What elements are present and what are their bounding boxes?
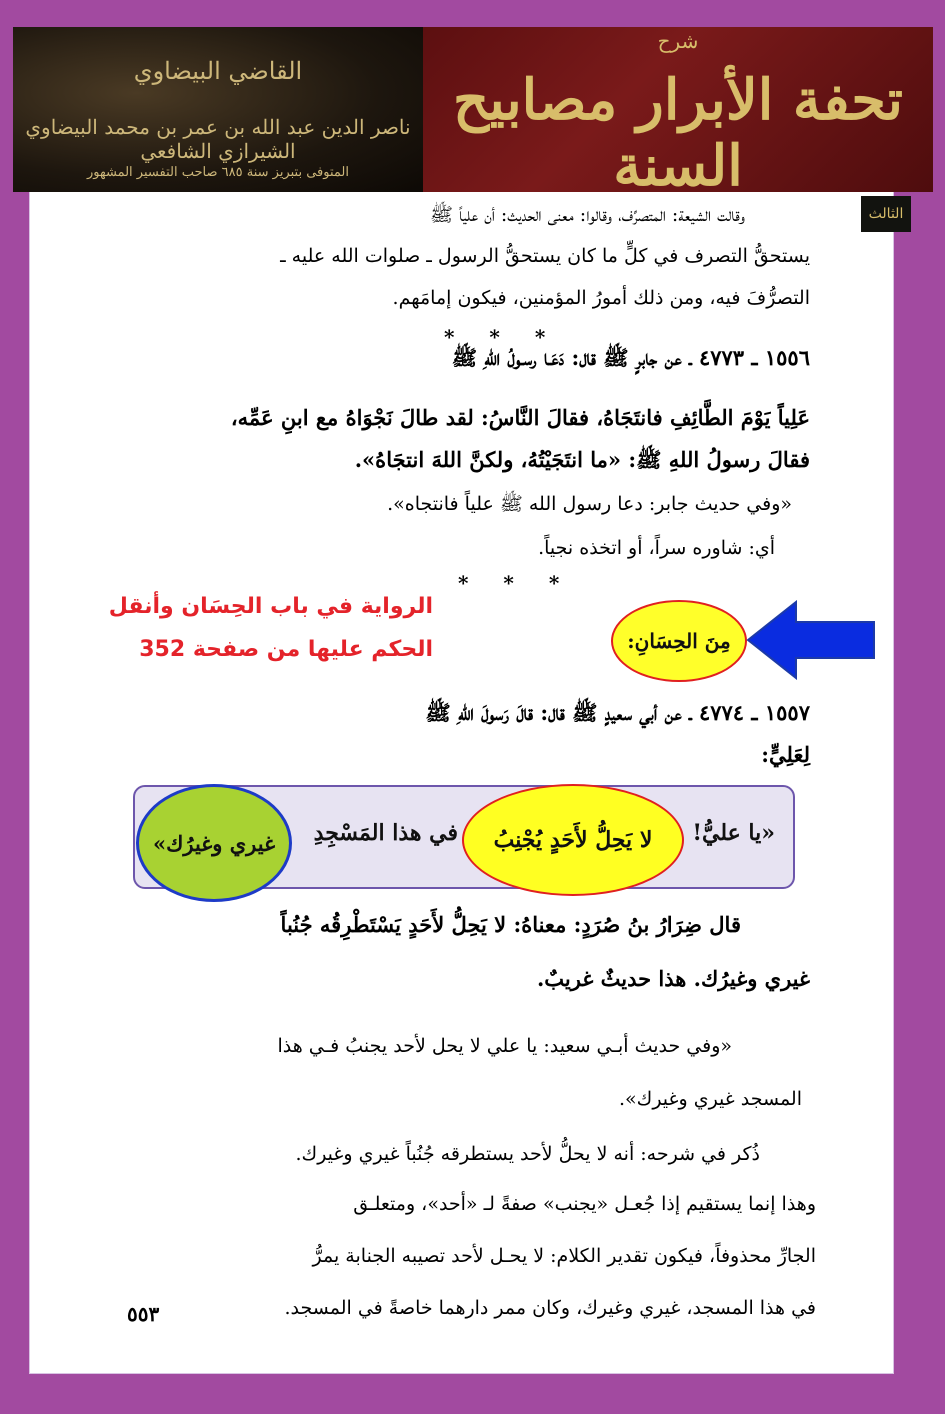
annotation-note: الرواية في باب الحِسَان وأنقل — [108, 594, 433, 619]
hadith-quote-start: «يا عليُّ! — [692, 820, 775, 846]
text-line: يستحقُّ التصرف في كلٍّ ما كان يستحقُّ الرسول ـ صلوات الله عليه ـ — [280, 245, 810, 267]
section-separator: * * * — [458, 571, 574, 595]
left-arrow-icon — [746, 600, 876, 680]
commentary-line: ذُكر في شرحه: أنه لا يحلُّ لأحد يستطرقه جُنُباً غيري وغيرك. — [295, 1143, 760, 1165]
hadith-text-line: عَلِياً يَوْمَ الطَّائِفِ فانتَجَاهُ، فقالَ النَّاسُ: لقد طالَ نَجْوَاهُ مع ابنِ عَمِّه، — [230, 405, 810, 430]
highlight-green-phrase: غيري وغيرُك» — [136, 784, 292, 902]
banner-book-title: تحفة الأبرار مصابيح السنة — [453, 67, 903, 199]
hadith-heading: ١٥٥٧ ـ ٤٧٧٤ ـ عن أبي سعيدٍ ﷺ قال: قالَ رَسولَ اللهِ ﷺ — [425, 700, 810, 725]
text-line: التصرُّفَ فيه، ومن ذلك أمورُ المؤمنين، فيكون إمامَهم. — [392, 287, 810, 309]
hadith-text-line: لِعَلِيٍّ: — [761, 742, 810, 767]
page-number: ٥٥٣ — [127, 1302, 160, 1326]
volume-badge: الثالث — [861, 196, 911, 232]
hadith-heading: ١٥٥٦ ـ ٤٧٧٣ ـ عن جابرٍ ﷺ قال: دَعَـا رسـولُ اللهِ ﷺ — [451, 345, 810, 370]
banner-author-title: القاضي البيضاوي — [133, 57, 303, 85]
commentary-line: الجارِّ محذوفاً، فيكون تقدير الكلام: لا يحـل لأحد تصيبه الجنابة يمرُّ — [312, 1245, 816, 1267]
commentary-line: وهذا إنما يستقيم إذا جُعـل «يجنب» صفةً لـ «أحد»، ومتعلـق — [353, 1193, 816, 1215]
hadith-quote-middle: في هذا المَسْجِدِ — [313, 820, 458, 846]
banner-sharh-label: شرح — [657, 29, 699, 53]
commentary-line: المسجد غيري وغيرك». — [619, 1088, 802, 1110]
banner-author-note: المتوفى بتبريز سنة ٦٨٥ صاحب التفسير المشهور — [87, 165, 349, 180]
banner-author-fullname: ناصر الدين عبد الله بن عمر بن محمد البيضاوي الشيرازي الشافعي — [25, 115, 411, 163]
banner-author-panel — [13, 27, 423, 192]
text-line: وقالت الشيعة: المتصرِّف، وقالوا: معنى الحديث: أن علياً ﷺ — [430, 204, 745, 226]
hadith-text-line: فقالَ رسولُ اللهِ ﷺ: «ما انتَجَيْتُهُ، ولكنَّ اللهَ انتجَاهُ». — [354, 447, 810, 472]
banner-book-title-panel — [423, 27, 933, 199]
commentary-line: «وفي حديث جابر: دعا رسول الله ﷺ علياً فانتجاه». — [387, 493, 792, 515]
annotation-note: الحكم عليها من صفحة 352 — [139, 637, 433, 662]
commentary-line: في هذا المسجد، غيري وغيرك، وكان ممر دارهما خاصةً في المسجد. — [284, 1297, 816, 1319]
highlight-yellow-phrase: لا يَحِلُّ لأَحَدٍ يُجْنِبُ — [462, 784, 684, 896]
commentary-line: «وفي حديث أبـي سعيد: يا علي لا يحل لأحد يجنبُ فـي هذا — [277, 1035, 732, 1057]
hisan-section-label: مِنَ الحِسَانِ: — [611, 600, 747, 682]
section-separator: * * * — [444, 325, 560, 349]
commentary-line: أي: شاوره سراً، أو اتخذه نجياً. — [538, 537, 775, 559]
quote-line: قال ضِرَارُ بنُ صُرَدٍ: معناهُ: لا يَحِلُّ لأَحَدٍ يَسْتَطْرِقُه جُنُباً — [280, 912, 741, 937]
quote-line: غيري وغيرُك. هذا حديثٌ غريبٌ. — [537, 966, 810, 991]
